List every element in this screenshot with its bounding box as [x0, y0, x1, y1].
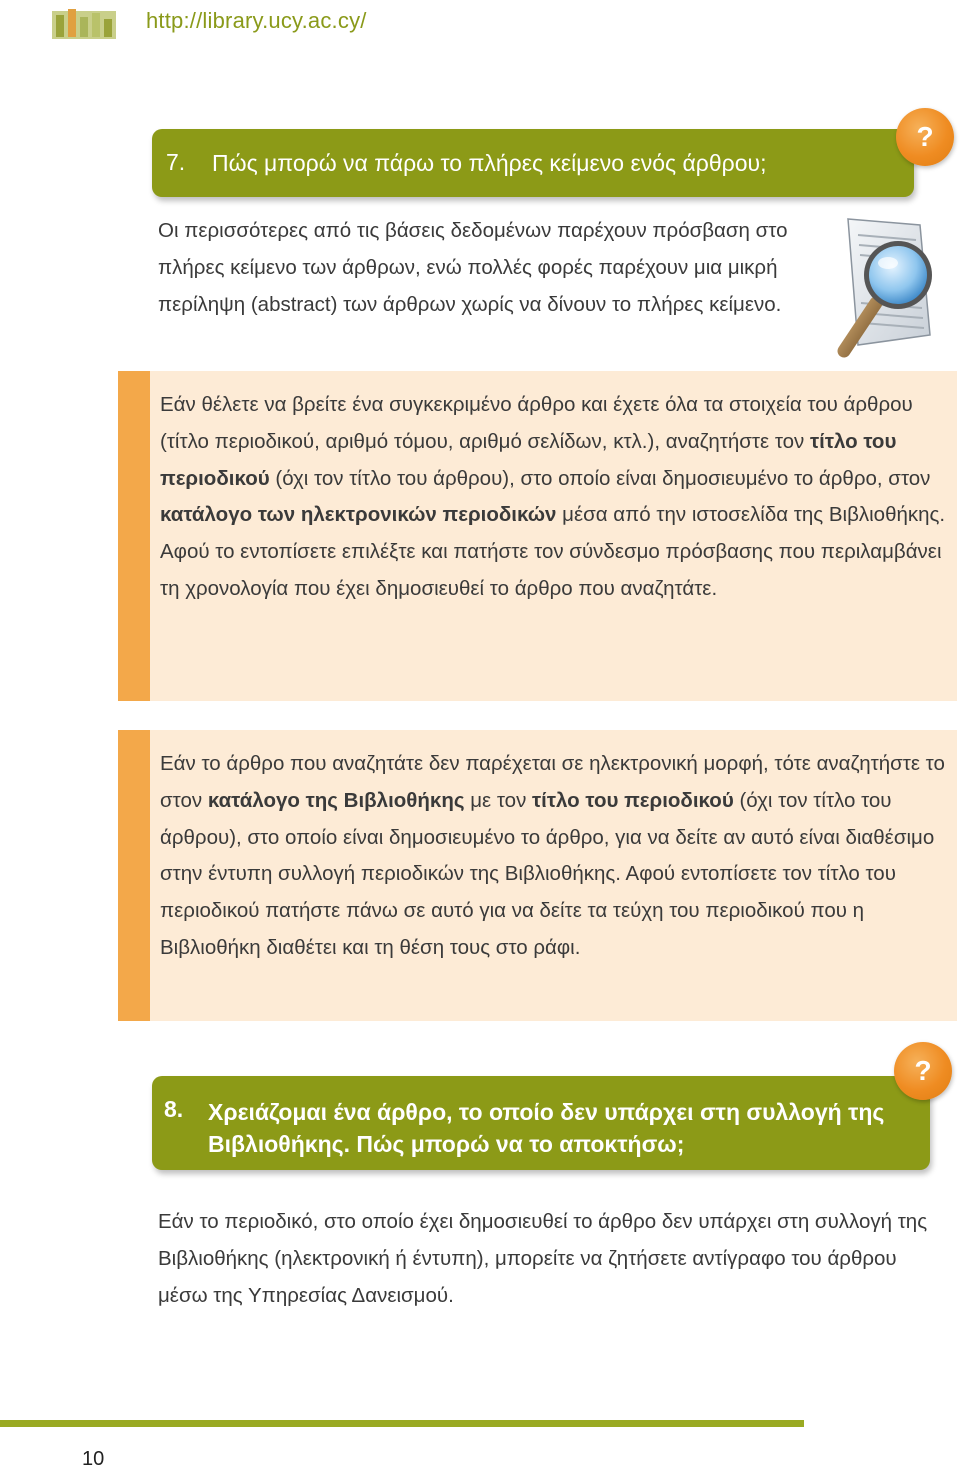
question-bubble-icon: ?	[896, 108, 954, 166]
info-box-text	[160, 746, 950, 967]
info-box-print-journals	[118, 730, 957, 1021]
section-7-number: 7.	[166, 149, 186, 175]
emphasis-journal-title: τίτλο του περιοδικού	[160, 429, 897, 490]
section-8-text: Εάν το περιοδικό, στο οποίο έχει δημοσιευθεί το άρθρο δεν υπάρχει στη συλλογή της Βιβλιοθήκης (ηλεκτρονική ή έντυπη), μπορείτε να ζητήσετε αντίγραφο του άρθρου μέσω της Υπηρεσίας Δανεισμού.	[158, 1210, 928, 1307]
library-url-link[interactable]: http://library.ucy.ac.cy/	[146, 8, 367, 33]
question-bubble-icon: ?	[894, 1042, 952, 1100]
emphasis-library-catalog: κατάλογο της Βιβλιοθήκης	[207, 788, 465, 812]
text-run: μέσα από την ιστοσελίδα της Βιβλιοθήκης. Αφού το εντοπίσετε επιλέξτε και πατήστε τον σύνδεσμο πρόσβασης που περιλαμβάνει τη χρονολογία που έχει δημοσιευθεί το άρθρο που αναζητάτε.	[160, 503, 946, 600]
text-run: με τον	[464, 788, 533, 812]
section-7-title: Πώς μπορώ να πάρω το πλήρες κείμενο ενός άρθρου;	[212, 150, 767, 176]
document-magnifier-icon	[836, 215, 942, 360]
text-run: Εάν θέλετε να βρείτε ένα συγκεκριμένο άρθρο και έχετε όλα τα στοιχεία του άρθρου (τίτλο περιοδικού, αριθμό τόμου, αριθμό σελίδων, κτλ.), αναζητήστε τον	[160, 393, 913, 453]
page-number: 10	[82, 1448, 105, 1470]
section-8-title: Χρειάζομαι ένα άρθρο, το οποίο δεν υπάρχει στη συλλογή της Βιβλιοθήκης. Πώς μπορώ να το αποκτήσω;	[208, 1099, 885, 1157]
text-run: (όχι τον τίτλο του άρθρου), στο οποίο είναι δημοσιευμένο το άρθρο, στον	[269, 466, 931, 490]
section-8-heading	[152, 1076, 930, 1170]
section-7-intro: Οι περισσότερες από τις βάσεις δεδομένων παρέχουν πρόσβαση στο πλήρες κείμενο των άρθρων, ενώ πολλές φορές παρέχουν μια μικρή περίληψη (abstract) των άρθρων χωρίς να δίνουν το πλήρες κείμενο.	[158, 219, 788, 316]
text-run: (όχι τον τίτλο του άρθρου), στο οποίο είναι δημοσιευμένο το άρθρο, για να δείτε αν αυτό είναι διαθέσιμο στην έντυπη συλλογή περιοδικών της Βιβλιοθήκης. Αφού εντοπίσετε τον τίτλο του περιοδικού πατήστε πάνω σε αυτό για να δείτε τα τεύχη του περιοδικού που η Βιβλιοθήκη διαθέτει και τη θέση τους στο ράφι.	[160, 788, 935, 959]
emphasis-ejournal-catalog: κατάλογο των ηλεκτρονικών περιοδικών	[160, 503, 557, 527]
section-7-heading	[152, 129, 914, 197]
library-logo-icon	[52, 7, 116, 39]
footer-divider	[0, 1420, 804, 1427]
text-run: Εάν το άρθρο που αναζητάτε δεν παρέχεται σε ηλεκτρονική μορφή, τότε αναζητήστε το στον	[160, 752, 945, 812]
info-box-text	[160, 387, 950, 608]
box-accent-stripe	[118, 371, 150, 701]
info-box-electronic-journals	[118, 371, 957, 701]
emphasis-journal-title: τίτλο του περιοδικού	[532, 788, 734, 812]
box-accent-stripe	[118, 730, 150, 1021]
section-8-number: 8.	[164, 1096, 184, 1122]
